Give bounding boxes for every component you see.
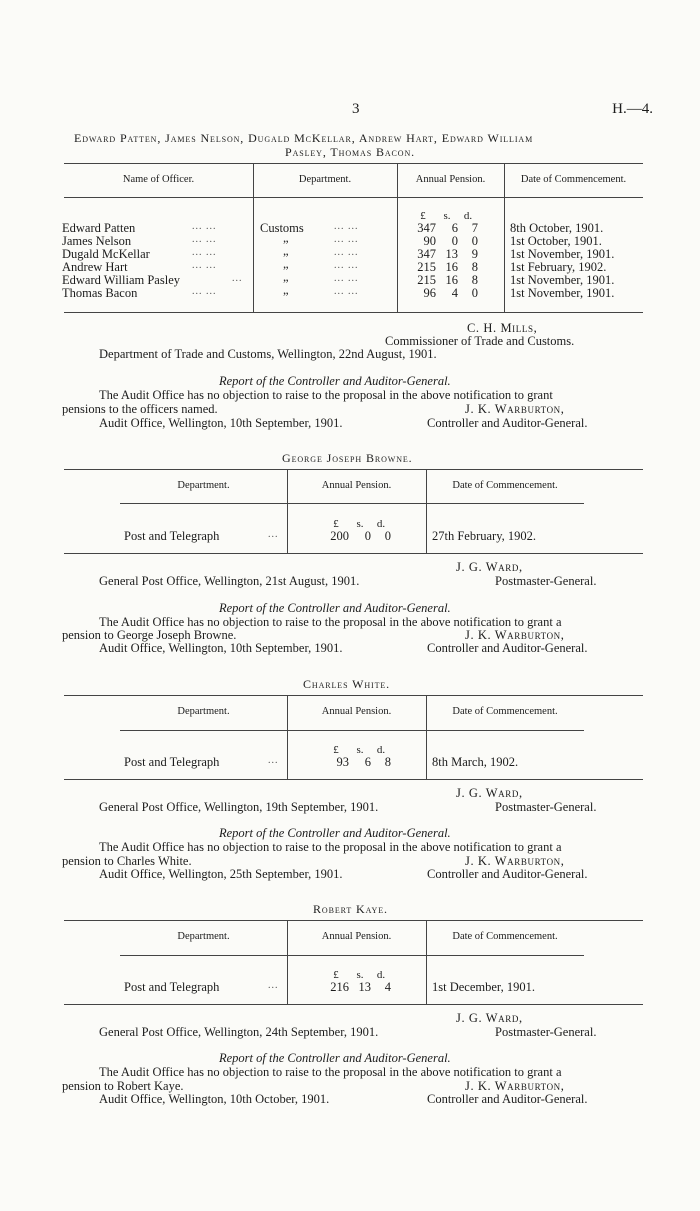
section-2-title: George Joseph Browne. <box>282 451 413 465</box>
report-text-line-1: The Audit Office has no objection to raise to the proposal in the above notification to grant <box>99 388 553 402</box>
commencement-date: 1st December, 1901. <box>432 980 535 994</box>
audit-place-and-date: Audit Office, Wellington, 10th September, 1901. <box>99 416 343 430</box>
auditor-name: J. K. Warburton, <box>465 854 565 868</box>
report-heading: Report of the Controller and Auditor-General. <box>219 1051 451 1065</box>
table-3-header-date: Date of Commencement. <box>452 706 558 717</box>
shillings-label: s. <box>356 969 364 981</box>
table-4-top-rule <box>64 920 643 921</box>
annual-pension <box>323 529 391 544</box>
section-1-title-line-1: Edward Patten, James Nelson, Dugald McKellar, Andrew Hart, Edward William <box>74 131 534 145</box>
section-3-title: Charles White. <box>303 677 391 691</box>
leader-dots: ... <box>268 980 279 991</box>
pence: 0 <box>471 234 478 248</box>
report-heading: Report of the Controller and Auditor-General. <box>219 374 451 388</box>
table-1-column-divider <box>504 163 505 312</box>
signatory-title: Postmaster-General. <box>495 1025 597 1039</box>
table-1-header-pension: Annual Pension. <box>415 174 486 185</box>
leader-dots: ... ... <box>334 221 359 232</box>
officer-name: James Nelson <box>62 234 132 248</box>
pounds: 216 <box>330 980 349 994</box>
shillings: 4 <box>451 286 458 300</box>
officer-name: Andrew Hart <box>62 260 128 274</box>
report-text-line-2: pension to Robert Kaye. <box>62 1079 184 1093</box>
shillings: 0 <box>364 529 371 543</box>
commencement-date: 8th March, 1902. <box>432 755 519 769</box>
department: Customs <box>260 221 304 235</box>
commencement-date: 1st February, 1902. <box>510 260 607 274</box>
shillings: 16 <box>445 273 458 287</box>
table-3-header-pension: Annual Pension. <box>321 706 392 717</box>
leader-dots: ... ... <box>192 247 217 258</box>
table-1-column-divider <box>253 163 254 312</box>
auditor-name: J. K. Warburton, <box>465 402 565 416</box>
table-1-top-rule <box>64 163 643 164</box>
leader-dots: ... ... <box>334 234 359 245</box>
department: „ <box>283 244 289 258</box>
audit-place-and-date: Audit Office, Wellington, 10th September, 1901. <box>99 641 343 655</box>
pence: 8 <box>384 755 391 769</box>
signatory-title: Postmaster-General. <box>495 574 597 588</box>
pounds: 215 <box>417 260 436 274</box>
pounds-label: £ <box>333 744 339 756</box>
pounds: 215 <box>417 273 436 287</box>
department: „ <box>283 231 289 245</box>
auditor-title: Controller and Auditor-General. <box>427 1092 588 1106</box>
commencement-date: 27th February, 1902. <box>432 529 537 543</box>
department: Post and Telegraph <box>124 980 220 994</box>
table-2-header-rule <box>120 503 584 504</box>
document-reference: H.—4. <box>612 101 653 117</box>
auditor-title: Controller and Auditor-General. <box>427 867 588 881</box>
pounds: 96 <box>423 286 436 300</box>
officer-name: Edward William Pasley <box>62 273 180 287</box>
annual-pension <box>410 286 478 301</box>
table-1-header-rule <box>64 197 643 198</box>
pounds-label: £ <box>420 210 426 222</box>
pence-label: d. <box>376 518 386 530</box>
shillings: 13 <box>445 247 458 261</box>
table-4-header-pension: Annual Pension. <box>321 931 392 942</box>
table-2-header-date: Date of Commencement. <box>452 480 558 491</box>
table-3-header-department: Department. <box>177 706 230 717</box>
annual-pension <box>323 755 391 770</box>
page-number: 3 <box>352 101 360 117</box>
commencement-date: 8th October, 1901. <box>510 221 604 235</box>
annual-pension <box>323 980 391 995</box>
shillings: 0 <box>451 234 458 248</box>
table-1-header-name: Name of Officer. <box>122 174 195 185</box>
shillings-label: s. <box>356 518 364 530</box>
leader-dots: ... ... <box>192 286 217 297</box>
leader-dots: ... <box>268 529 279 540</box>
shillings: 6 <box>451 221 458 235</box>
pence: 0 <box>471 286 478 300</box>
pence-label: d. <box>463 210 473 222</box>
leader-dots: ... ... <box>334 247 359 258</box>
report-heading: Report of the Controller and Auditor-General. <box>219 826 451 840</box>
signatory-name: J. G. Ward, <box>456 786 523 800</box>
commencement-date: 1st October, 1901. <box>510 234 602 248</box>
report-text-line-2: pensions to the officers named. <box>62 402 218 416</box>
signatory-name: J. G. Ward, <box>456 560 523 574</box>
table-2-header-pension: Annual Pension. <box>321 480 392 491</box>
table-2-bottom-rule <box>64 553 643 554</box>
pence-label: d. <box>376 744 386 756</box>
table-3-top-rule <box>64 695 643 696</box>
leader-dots: ... <box>232 273 243 284</box>
leader-dots: ... ... <box>192 260 217 271</box>
pounds-label: £ <box>333 518 339 530</box>
place-and-date: General Post Office, Wellington, 19th September, 1901. <box>99 800 379 814</box>
auditor-title: Controller and Auditor-General. <box>427 641 588 655</box>
department: „ <box>283 270 289 284</box>
commencement-date: 1st November, 1901. <box>510 273 615 287</box>
department: Post and Telegraph <box>124 529 220 543</box>
table-2-header-department: Department. <box>177 480 230 491</box>
pounds-label: £ <box>333 969 339 981</box>
officer-name: Dugald McKellar <box>62 247 150 261</box>
shillings-label: s. <box>443 210 451 222</box>
report-text-line-2: pension to George Joseph Browne. <box>62 628 237 642</box>
table-3-bottom-rule <box>64 779 643 780</box>
table-1-header-department: Department. <box>298 174 352 185</box>
audit-place-and-date: Audit Office, Wellington, 25th September, 1901. <box>99 867 343 881</box>
department: Post and Telegraph <box>124 755 220 769</box>
shillings: 6 <box>364 755 371 769</box>
pounds: 93 <box>336 755 349 769</box>
leader-dots: ... ... <box>334 286 359 297</box>
signatory-name-text: C. H. Mills, <box>467 321 538 335</box>
officer-name: Thomas Bacon <box>62 286 138 300</box>
department: „ <box>283 283 289 297</box>
signatory-title: Commissioner of Trade and Customs. <box>385 334 575 348</box>
table-4-header-date: Date of Commencement. <box>452 931 558 942</box>
table-1-header-date: Date of Commencement. <box>520 174 627 185</box>
table-2-top-rule <box>64 469 643 470</box>
report-text-line-1: The Audit Office has no objection to raise to the proposal in the above notification to grant a <box>99 840 562 854</box>
shillings: 13 <box>358 980 371 994</box>
pence: 8 <box>471 260 478 274</box>
table-1-bottom-rule <box>64 312 643 313</box>
report-text-line-1: The Audit Office has no objection to raise to the proposal in the above notification to grant a <box>99 615 562 629</box>
pence: 4 <box>384 980 391 994</box>
table-3-header-rule <box>120 730 584 731</box>
place-and-date: Department of Trade and Customs, Wellington, 22nd August, 1901. <box>99 347 437 361</box>
place-and-date: General Post Office, Wellington, 21st August, 1901. <box>99 574 360 588</box>
leader-dots: ... ... <box>334 260 359 271</box>
pence-label: d. <box>376 969 386 981</box>
department: „ <box>283 257 289 271</box>
report-heading: Report of the Controller and Auditor-General. <box>219 601 451 615</box>
report-text-line-1: The Audit Office has no objection to raise to the proposal in the above notification to grant a <box>99 1065 562 1079</box>
leader-dots: ... ... <box>192 221 217 232</box>
table-4-header-rule <box>120 955 584 956</box>
table-4-bottom-rule <box>64 1004 643 1005</box>
shillings-label: s. <box>356 744 364 756</box>
pounds: 347 <box>417 221 436 235</box>
pounds: 347 <box>417 247 436 261</box>
shillings: 16 <box>445 260 458 274</box>
leader-dots: ... ... <box>192 234 217 245</box>
commencement-date: 1st November, 1901. <box>510 247 615 261</box>
section-4-title: Robert Kaye. <box>313 902 388 916</box>
pounds: 90 <box>423 234 436 248</box>
leader-dots: ... <box>268 755 279 766</box>
pence: 0 <box>384 529 391 543</box>
signatory-title: Postmaster-General. <box>495 800 597 814</box>
signatory-name: J. G. Ward, <box>456 1011 523 1025</box>
section-1-title-line-2: Pasley, Thomas Bacon. <box>285 145 416 159</box>
leader-dots: ... ... <box>334 273 359 284</box>
auditor-name: J. K. Warburton, <box>465 1079 565 1093</box>
report-text-line-2: pension to Charles White. <box>62 854 192 868</box>
pence: 7 <box>471 221 478 235</box>
audit-place-and-date: Audit Office, Wellington, 10th October, 1901. <box>99 1092 330 1106</box>
table-1-column-divider <box>397 163 398 312</box>
officer-name: Edward Patten <box>62 221 136 235</box>
pounds: 200 <box>330 529 349 543</box>
pence: 8 <box>471 273 478 287</box>
place-and-date: General Post Office, Wellington, 24th September, 1901. <box>99 1025 379 1039</box>
table-4-header-department: Department. <box>177 931 230 942</box>
auditor-name: J. K. Warburton, <box>465 628 565 642</box>
commencement-date: 1st November, 1901. <box>510 286 615 300</box>
auditor-title: Controller and Auditor-General. <box>427 416 588 430</box>
pence: 9 <box>471 247 478 261</box>
